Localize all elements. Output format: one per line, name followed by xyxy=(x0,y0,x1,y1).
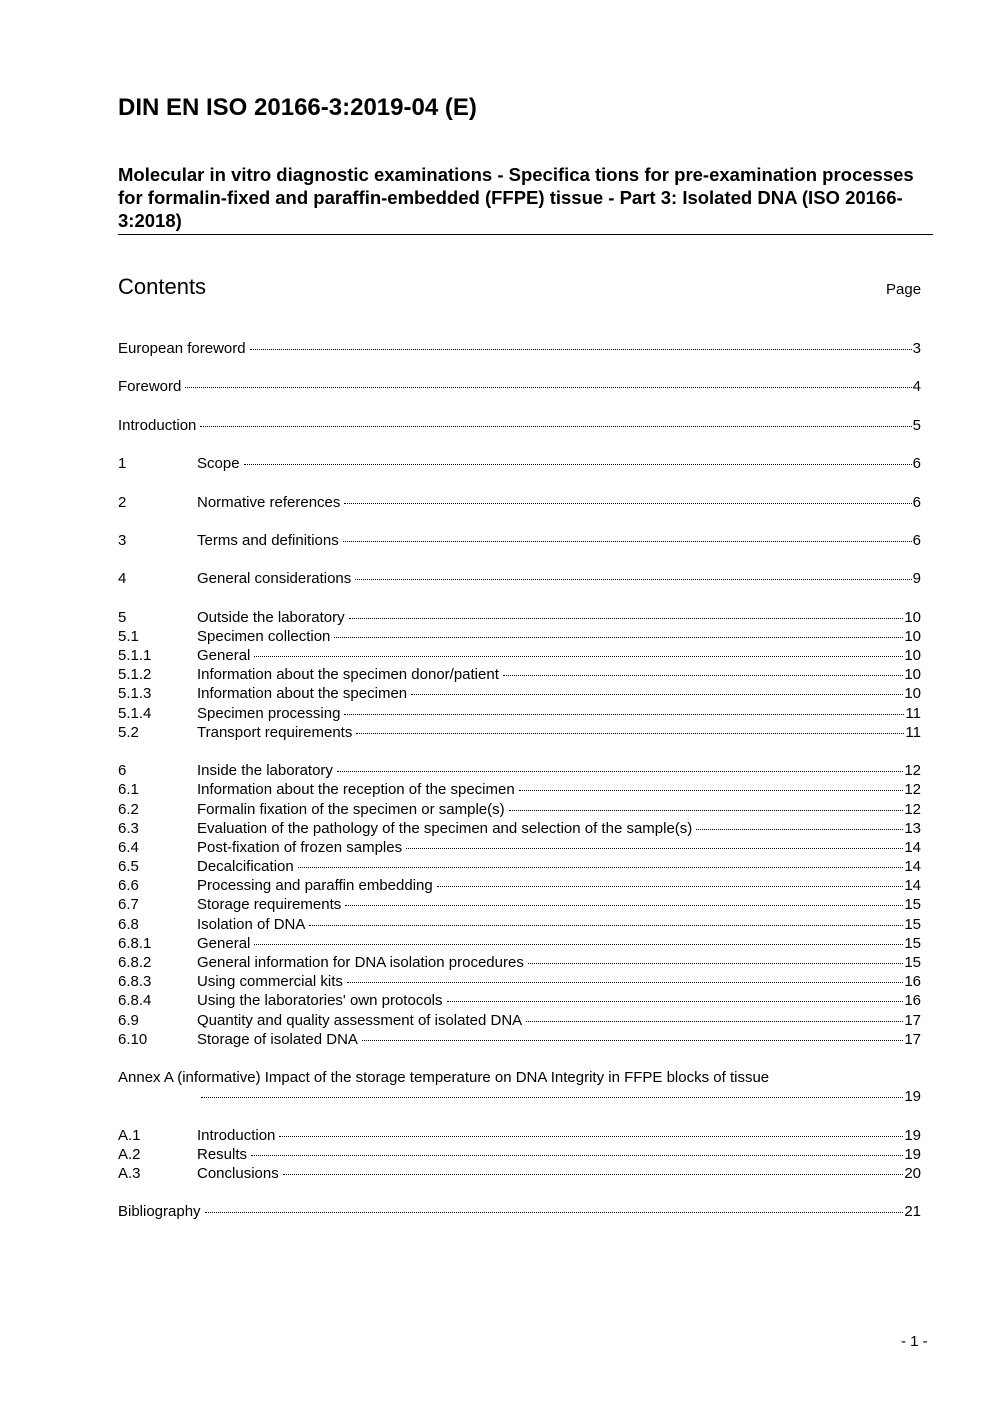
toc-page: 20 xyxy=(904,1165,921,1183)
toc-number: 5.1 xyxy=(118,627,139,645)
toc-leader xyxy=(201,1097,903,1098)
toc-page: 6 xyxy=(912,455,921,473)
toc-entry-6-8[interactable] xyxy=(118,915,921,934)
toc-title: Evaluation of the pathology of the specimen and selection of the sample(s) xyxy=(197,819,693,837)
toc-number: 6.5 xyxy=(118,858,139,876)
toc-page: 3 xyxy=(912,340,921,357)
toc-entry-foreword[interactable] xyxy=(118,377,921,396)
document-subtitle: Molecular in vitro diagnostic examinations - Specifica tions for pre-examination processes for formalin-fixed and paraffin-embedded (FFPE) tissue - Part 3: Isolated DNA (ISO 20166-3:2018) xyxy=(118,163,933,235)
toc-title: Foreword xyxy=(118,378,182,396)
toc-entry-a-2[interactable] xyxy=(118,1145,921,1164)
toc-number: 6.8.1 xyxy=(118,934,152,952)
toc-page: 17 xyxy=(904,1030,921,1048)
toc-entry-4[interactable] xyxy=(118,569,921,588)
toc-title: Using the laboratories' own protocols xyxy=(197,992,443,1010)
toc-leader xyxy=(254,656,903,657)
toc-page: 14 xyxy=(904,877,921,895)
toc-entry-3[interactable] xyxy=(118,531,921,550)
toc-number: 5.1.4 xyxy=(118,704,152,722)
toc-title: Post-fixation of frozen samples xyxy=(197,838,403,856)
toc-entry-6-8-3[interactable] xyxy=(118,972,921,991)
toc-leader xyxy=(345,905,903,906)
toc-number: 6.4 xyxy=(118,838,139,856)
toc-page: 17 xyxy=(904,1011,921,1029)
toc-page: 5 xyxy=(912,416,921,434)
toc-entry-5-1-4[interactable] xyxy=(118,704,921,723)
toc-page: 4 xyxy=(912,378,921,396)
toc-page: 10 xyxy=(904,608,921,626)
toc-number: 6.2 xyxy=(118,800,139,818)
toc-leader xyxy=(519,790,904,791)
toc-leader xyxy=(250,349,912,350)
toc-page: 21 xyxy=(904,1203,921,1221)
toc-leader xyxy=(447,1001,904,1002)
toc-page: 10 xyxy=(904,647,921,664)
toc-page: 15 xyxy=(904,934,921,952)
toc-page: 10 xyxy=(904,666,921,684)
toc-title: Using commercial kits xyxy=(197,973,343,991)
toc-title: Outside the laboratory xyxy=(197,608,345,626)
toc-entry-6-8-2[interactable] xyxy=(118,953,921,972)
toc-title: Results xyxy=(197,1145,248,1163)
toc-leader xyxy=(411,694,903,695)
toc-title: Specimen collection xyxy=(197,627,331,645)
toc-title: Scope xyxy=(197,455,240,473)
toc-leader xyxy=(279,1136,903,1137)
toc-number: 6.10 xyxy=(118,1030,148,1048)
toc-leader xyxy=(406,848,903,849)
toc-number: 6 xyxy=(118,762,127,780)
toc-title: European foreword xyxy=(118,340,246,357)
toc-title: Bibliography xyxy=(118,1203,201,1221)
toc-entry-1[interactable] xyxy=(118,454,921,473)
toc-number: 6.3 xyxy=(118,819,139,837)
toc-number: 3 xyxy=(118,531,127,549)
toc-leader xyxy=(349,618,904,619)
toc-entry-6-9[interactable] xyxy=(118,1011,921,1030)
document-title: DIN EN ISO 20166-3:2019-04 (E) xyxy=(118,94,477,121)
toc-page: 19 xyxy=(904,1088,921,1106)
toc-entry-6-10[interactable] xyxy=(118,1030,921,1049)
toc-number: 6.8.4 xyxy=(118,992,152,1010)
toc-page: 16 xyxy=(904,992,921,1010)
contents-heading: Contents xyxy=(118,274,207,299)
toc-page: 6 xyxy=(912,493,921,511)
toc-page: 6 xyxy=(912,531,921,549)
toc-entry-5-1-2[interactable] xyxy=(118,665,921,684)
toc-page: 11 xyxy=(905,704,921,722)
toc-entry-a-1[interactable] xyxy=(118,1126,921,1145)
toc-leader xyxy=(509,810,904,811)
toc-leader xyxy=(185,387,911,388)
toc-leader xyxy=(298,867,904,868)
toc-title: Conclusions xyxy=(197,1165,279,1183)
toc-entry-6-4[interactable] xyxy=(118,838,921,857)
toc-entry-5-1-3[interactable] xyxy=(118,684,921,703)
toc-page: 9 xyxy=(912,570,921,588)
toc-title: Processing and paraffin embedding xyxy=(197,877,433,895)
toc-title: General xyxy=(197,934,251,952)
toc-number: 6.1 xyxy=(118,781,139,799)
toc-number: 4 xyxy=(118,570,127,588)
toc-page: 12 xyxy=(904,781,921,799)
toc-title: Introduction xyxy=(118,416,197,434)
toc-leader xyxy=(437,886,904,887)
toc-page: 15 xyxy=(904,896,921,914)
toc-page: 19 xyxy=(904,1126,921,1144)
toc-entry-6-2[interactable] xyxy=(118,800,921,819)
toc-title: General xyxy=(197,647,251,664)
toc-leader xyxy=(244,464,912,465)
toc-page: 19 xyxy=(904,1145,921,1163)
toc-number: 6.6 xyxy=(118,877,139,895)
toc-leader xyxy=(526,1021,903,1022)
toc-number: 5 xyxy=(118,608,127,626)
toc-page: 15 xyxy=(904,954,921,971)
toc-page: 12 xyxy=(904,762,921,780)
toc-title: Normative references xyxy=(197,493,341,511)
toc-leader xyxy=(200,426,911,427)
toc-entry-6[interactable] xyxy=(118,761,921,780)
table-of-contents xyxy=(118,339,921,1222)
toc-entry-6-1[interactable] xyxy=(118,780,921,799)
toc-entry-5-1[interactable] xyxy=(118,627,921,646)
toc-title: Terms and definitions xyxy=(197,531,339,549)
toc-leader xyxy=(503,675,903,676)
toc-leader xyxy=(205,1212,904,1213)
toc-entry-annex-a[interactable] xyxy=(118,1068,921,1087)
toc-number: A.2 xyxy=(118,1145,141,1163)
toc-title: Formalin fixation of the specimen or sample(s) xyxy=(197,800,505,818)
toc-entry-european-foreword[interactable] xyxy=(118,339,921,358)
toc-number: 2 xyxy=(118,493,127,511)
toc-leader xyxy=(337,771,903,772)
toc-entry-annex-a-continuation[interactable] xyxy=(118,1087,921,1106)
toc-title: Decalcification xyxy=(197,858,294,876)
toc-title: General considerations xyxy=(197,570,352,588)
toc-number: 1 xyxy=(118,455,127,473)
toc-leader xyxy=(344,714,904,715)
toc-leader xyxy=(251,1155,903,1156)
toc-title: Quantity and quality assessment of isolated DNA xyxy=(197,1011,523,1029)
toc-title: Specimen processing xyxy=(197,704,341,722)
toc-entry-5[interactable] xyxy=(118,608,921,627)
toc-number: 6.7 xyxy=(118,896,139,914)
toc-leader xyxy=(283,1174,904,1175)
toc-page: 16 xyxy=(904,973,921,991)
toc-leader xyxy=(347,982,903,983)
toc-number: 6.8.3 xyxy=(118,973,152,991)
toc-title: Introduction xyxy=(197,1126,276,1144)
toc-number: 5.1.3 xyxy=(118,685,152,703)
toc-entry-5-1-1[interactable] xyxy=(118,646,921,665)
toc-number: 5.1.1 xyxy=(118,647,152,664)
toc-number: 6.9 xyxy=(118,1011,139,1029)
toc-leader xyxy=(355,579,911,580)
toc-page: 14 xyxy=(904,838,921,856)
toc-number: 6.8 xyxy=(118,915,139,933)
toc-leader xyxy=(334,637,903,638)
toc-page: 10 xyxy=(904,685,921,703)
toc-number: A.1 xyxy=(118,1126,141,1144)
toc-number: A.3 xyxy=(118,1165,141,1183)
toc-entry-bibliography[interactable] xyxy=(118,1202,921,1221)
toc-leader xyxy=(344,503,911,504)
toc-title: Transport requirements xyxy=(197,723,353,741)
toc-title: Information about the specimen donor/patient xyxy=(197,666,499,684)
page-column-heading: Page xyxy=(886,281,922,298)
toc-entry-a-3[interactable] xyxy=(118,1164,921,1183)
toc-leader xyxy=(362,1040,903,1041)
toc-entry-6-6[interactable] xyxy=(118,876,921,895)
toc-leader xyxy=(356,733,904,734)
toc-leader xyxy=(528,963,903,964)
toc-page: 14 xyxy=(904,858,921,876)
toc-entry-5-2[interactable] xyxy=(118,723,921,742)
toc-entry-introduction[interactable] xyxy=(118,416,921,435)
toc-page: 15 xyxy=(904,915,921,933)
toc-leader xyxy=(696,829,903,830)
footer-page-number: - 1 - xyxy=(901,1333,928,1350)
toc-entry-6-5[interactable] xyxy=(118,857,921,876)
toc-entry-2[interactable] xyxy=(118,493,921,512)
toc-title: Inside the laboratory xyxy=(197,762,333,780)
toc-page: 10 xyxy=(904,627,921,645)
toc-number: 5.2 xyxy=(118,723,139,741)
toc-leader xyxy=(343,541,912,542)
toc-number: 6.8.2 xyxy=(118,954,152,971)
toc-title: Isolation of DNA xyxy=(197,915,306,933)
toc-title: Information about the specimen xyxy=(197,685,408,703)
toc-title: Storage of isolated DNA xyxy=(197,1030,358,1048)
toc-leader xyxy=(309,925,903,926)
toc-number: 5.1.2 xyxy=(118,666,152,684)
toc-entry-6-8-1[interactable] xyxy=(118,934,921,953)
toc-entry-6-3[interactable] xyxy=(118,819,921,838)
toc-entry-6-7[interactable] xyxy=(118,895,921,914)
toc-page: 13 xyxy=(904,819,921,837)
toc-leader xyxy=(254,944,903,945)
toc-title: General information for DNA isolation procedures xyxy=(197,954,524,971)
toc-page: 12 xyxy=(904,800,921,818)
toc-title: Storage requirements xyxy=(197,896,342,914)
toc-title: Information about the reception of the specimen xyxy=(197,781,515,799)
toc-entry-6-8-4[interactable] xyxy=(118,991,921,1010)
toc-page: 11 xyxy=(905,723,921,741)
toc-title: Annex A (informative) Impact of the storage temperature on DNA Integrity in FFPE blocks of tissue xyxy=(118,1069,770,1087)
